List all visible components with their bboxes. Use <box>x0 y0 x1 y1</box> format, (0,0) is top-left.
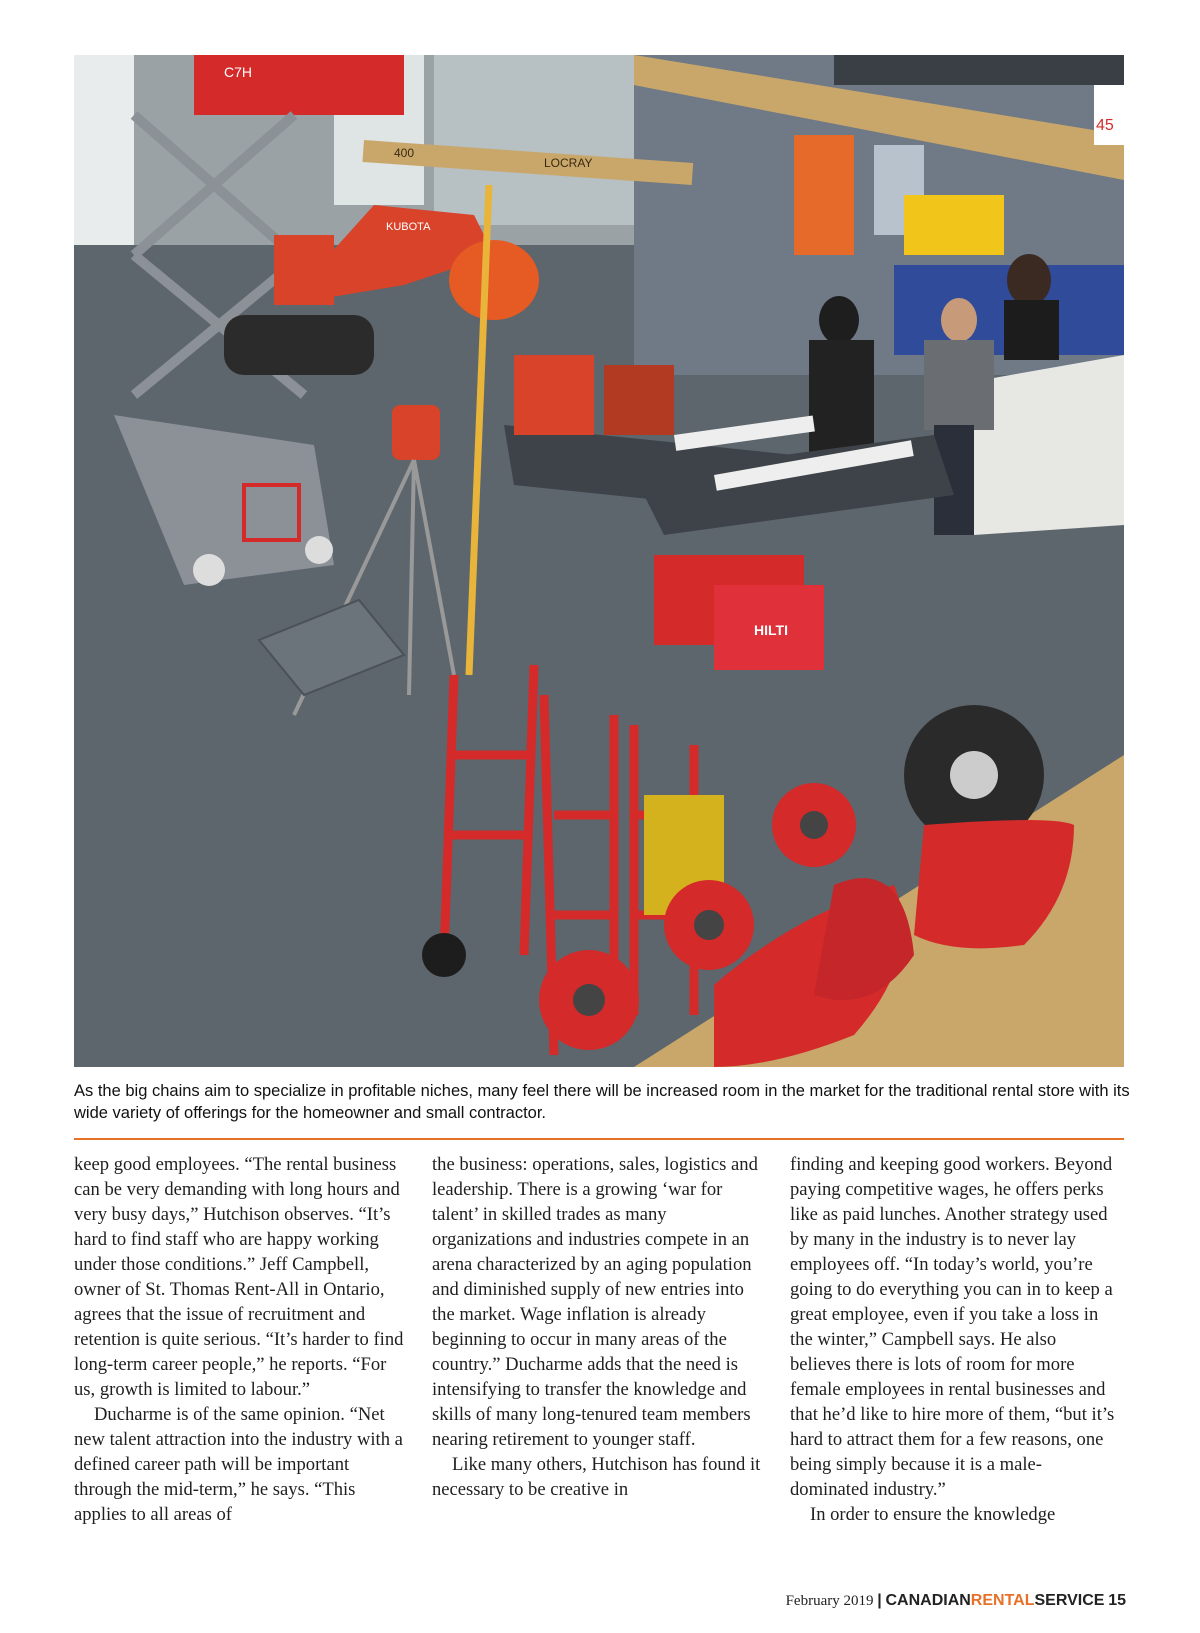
paragraph: In order to ensure the knowledge <box>810 1504 1056 1525</box>
svg-text:LOCRAY: LOCRAY <box>544 156 593 170</box>
paragraph: Like many others, Hutchison has found it necessary to be creative in <box>432 1454 761 1500</box>
svg-text:KUBOTA: KUBOTA <box>386 221 431 233</box>
orange-divider <box>74 1138 1124 1140</box>
photo-caption: As the big chains aim to specialize in profitable niches, many feel there will be increased room in the market for the traditional rental store with its wide variety of offerings for the homeowner and small contractor. <box>74 1082 1130 1122</box>
page-footer <box>786 1592 1126 1610</box>
store-photo <box>74 55 1124 1067</box>
paragraph: keep good employees. “The rental business can be very demanding with long hours and very busy days,” Hutchison observes. “It’s hard to find staff who are happy working under those conditions.” Jeff Campbell, owner of St. Thomas Rent-All in Ontario, agrees that the issue of recruitment and retention is quite serious. “It’s harder to find long-term career people,” he reports. “For us, growth is limited to labour.” <box>74 1154 404 1400</box>
brand-service: SERVICE <box>1034 1592 1105 1609</box>
article-column-1 <box>74 1152 404 1527</box>
paragraph: finding and keeping good workers. Beyond paying competitive wages, he offers perks like as paid lunches. Another strategy used by many in the industry is to never lay employees off. “In today’s world, you’re going to do everything you can in to keep a great employee, even if you take a loss in the winter,” Campbell says. He also believes there is lots of room for more female employees in rental businesses and that he’d like to hire more of them, “but it’s hard to attract them for a few reasons, one being simply because it is a male-dominated industry.” <box>790 1154 1115 1500</box>
article-column-2 <box>432 1152 762 1502</box>
svg-text:45: 45 <box>1096 117 1114 134</box>
footer-separator: | <box>877 1592 882 1609</box>
issue-date: February 2019 <box>785 1593 874 1609</box>
page-number: 15 <box>1108 1592 1126 1609</box>
article-column-3 <box>790 1152 1120 1527</box>
svg-text:HILTI: HILTI <box>754 622 788 638</box>
paragraph: the business: operations, sales, logistics and leadership. There is a growing ‘war for talent’ in skilled trades as many organizations and industries compete in an arena characterized by an aging population and diminished supply of new entries into the market. Wage inflation is already beginning to occur in many areas of the country.” Ducharme adds that the need is intensifying to transfer the knowledge and skills of many long-tenured team members nearing retirement to younger staff. <box>432 1154 758 1450</box>
brand-rental: RENTAL <box>970 1592 1035 1609</box>
brand-canadian: CANADIAN <box>885 1592 971 1609</box>
store-photo-illustration <box>74 55 1124 1067</box>
svg-text:C7H: C7H <box>224 64 253 80</box>
paragraph: Ducharme is of the same opinion. “Net new talent attraction into the industry with a defined career path will be important through the mid-term,” he says. “This applies to all areas of <box>74 1404 403 1525</box>
svg-text:400: 400 <box>394 146 415 160</box>
